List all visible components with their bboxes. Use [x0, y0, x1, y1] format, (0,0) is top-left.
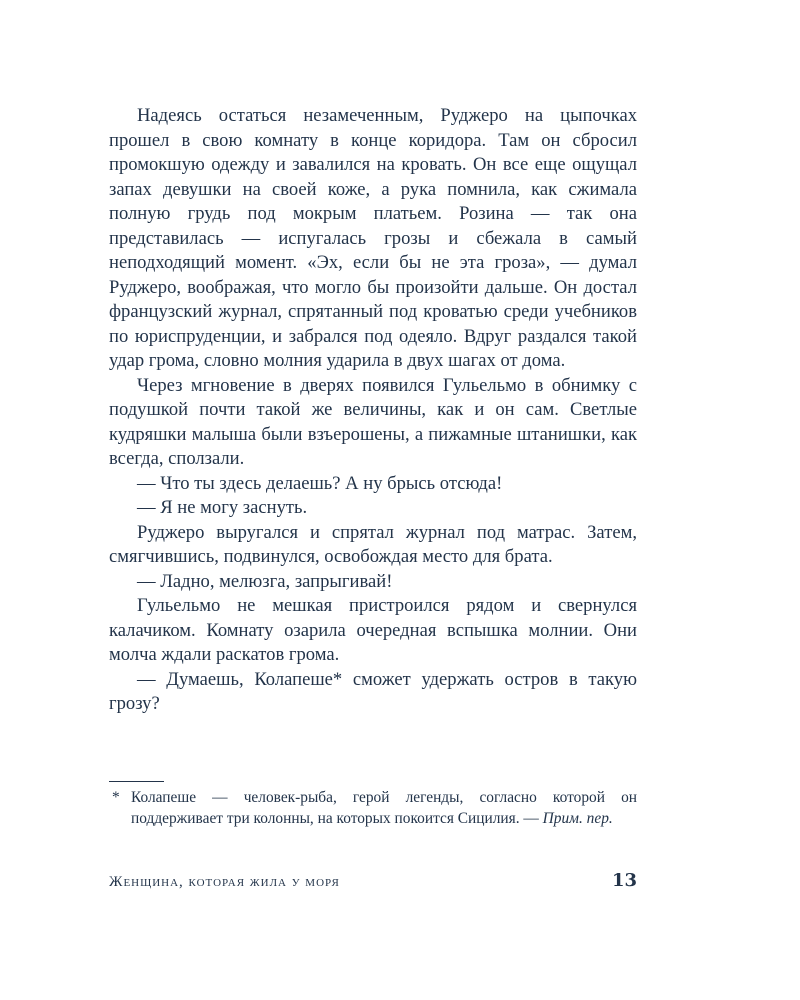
footnote-body — [131, 788, 637, 829]
body-text — [109, 104, 637, 717]
paragraph: Через мгновение в дверях появился Гульельмо в обнимку с подушкой почти такой же величины, как и он сам. Светлые кудряшки малыша были взъерошены, а пижамные штанишки, как всегда, сползали. — [109, 374, 637, 469]
dialogue-line: — Ладно, мелюзга, запрыгивай! — [137, 570, 393, 592]
paragraph: Гульельмо не мешкая пристроился рядом и свернулся калачиком. Комнату озарила очередная вспышка молнии. Они молча ждали раскатов грома. — [109, 595, 637, 665]
footnote-note: Прим. пер. — [542, 809, 613, 827]
footnote-divider — [109, 781, 164, 782]
footnote — [109, 788, 637, 829]
footnote-marker: * — [112, 789, 120, 806]
running-title: Женщина, которая жила у моря — [109, 874, 340, 890]
dialogue-line: — Что ты здесь делаешь? А ну брысь отсюда! — [137, 472, 503, 494]
paragraph: Надеясь остаться незамеченным, Руджеро на цыпочках прошел в свою комнату в конце коридора. Там он сбросил промокшую одежду и завалился на кровать. Он все еще ощущал запах девушки на своей коже, а рука помнила, как сжимала полную грудь под мокрым платьем. Розина — так она представилась — испугалась грозы и сбежала в самый неподходящий момент. «Эх, если бы не эта гроза», — думал Руджеро, воображая, что могло бы произойти дальше. Он достал французский журнал, спрятанный под кроватью среди учебников по юриспруденции, и забрался под одеяло. Вдруг раздался такой удар грома, словно молния ударила в двух шагах от дома. — [109, 105, 637, 371]
dialogue-line: — Я не могу заснуть. — [137, 497, 308, 518]
dialogue-line: — Думаешь, Колапеше* сможет удержать остров в такую грозу? — [109, 668, 637, 714]
paragraph: Руджеро выругался и спрятал журнал под матрас. Затем, смягчившись, подвинулся, освобождая место для брата. — [109, 521, 637, 567]
page-number: 13 — [611, 870, 637, 891]
footnote-text: Колапеше — человек-рыба, герой легенды, согласно которой он поддерживает три колонны, на которых покоится Сицилия. — — [131, 789, 637, 827]
